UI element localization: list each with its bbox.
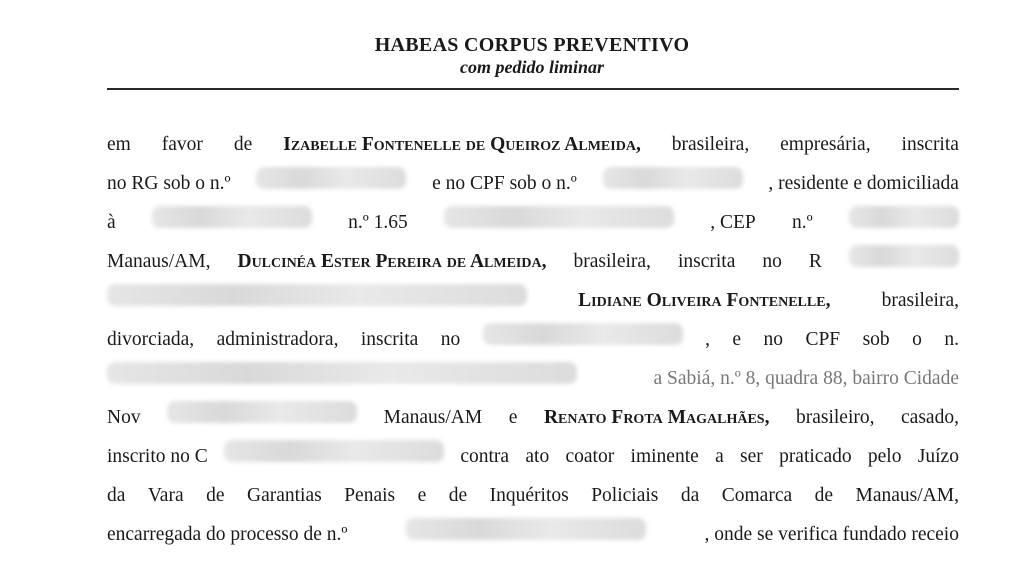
word: brasileiro, xyxy=(795,407,875,428)
text-line-1 xyxy=(107,127,959,166)
word: no xyxy=(763,329,784,350)
redacted-block xyxy=(107,284,527,306)
word: Manaus/AM, xyxy=(107,251,211,272)
word: Nov xyxy=(107,407,141,428)
word: empresária, xyxy=(780,134,871,155)
text-line-2 xyxy=(107,166,959,205)
text-fragment: no RG sob o n.º xyxy=(107,173,231,194)
word: de xyxy=(233,134,253,155)
redacted-block xyxy=(224,440,444,462)
word: e xyxy=(732,329,742,350)
word: da xyxy=(107,485,126,506)
word: Penais xyxy=(344,485,396,506)
word: e xyxy=(508,407,518,428)
text-line-3 xyxy=(107,205,959,244)
text-line-8 xyxy=(107,400,959,439)
text-fragment: , residente e domiciliada xyxy=(768,173,959,194)
text-fragment: encarregada do processo de n.º xyxy=(107,524,348,545)
word: R xyxy=(808,251,822,272)
text-fragment: n.º xyxy=(792,212,813,233)
word: Manaus/AM, xyxy=(855,485,959,506)
word: ser xyxy=(740,446,763,467)
redacted-block xyxy=(849,206,959,228)
word: favor xyxy=(161,134,203,155)
redacted-block xyxy=(107,362,577,384)
word: e xyxy=(417,485,427,506)
party-name-lidiane: Lidiane Oliveira Fontenelle, xyxy=(578,290,831,311)
word: de xyxy=(206,485,225,506)
word: administradora, xyxy=(216,329,339,350)
word: a xyxy=(715,446,724,467)
word: o xyxy=(912,329,922,350)
redacted-block xyxy=(167,401,357,423)
header-divider xyxy=(107,88,959,90)
word: CPF xyxy=(805,329,841,350)
word: ato xyxy=(525,446,550,467)
redacted-block xyxy=(849,245,959,267)
word: iminente xyxy=(630,446,699,467)
word: inscrita xyxy=(677,251,736,272)
word: à xyxy=(107,212,116,233)
word: da xyxy=(680,485,700,506)
party-name-dulcinea: Dulcinéa Ester Pereira de Almeida, xyxy=(237,251,547,272)
document-title: HABEAS CORPUS PREVENTIVO xyxy=(374,34,690,56)
text-line-5 xyxy=(107,283,959,322)
redacted-block xyxy=(406,518,646,540)
text-fragment: e no CPF sob o n.º xyxy=(432,173,577,194)
word: Inquéritos xyxy=(489,485,569,506)
text-fragment: , CEP xyxy=(710,212,756,233)
word: de xyxy=(814,485,834,506)
text-fragment: a Sabiá, n.º 8, quadra 88, bairro Cidade xyxy=(653,368,959,389)
redacted-block xyxy=(152,206,312,228)
word: brasileira, xyxy=(573,251,651,272)
word: inscrita xyxy=(360,329,419,350)
text-fragment: n.º 1.65 xyxy=(348,212,408,233)
word: Comarca xyxy=(721,485,793,506)
word: no xyxy=(440,329,461,350)
word: inscrita xyxy=(901,134,959,155)
word: coator xyxy=(565,446,615,467)
word: brasileira, xyxy=(881,290,959,311)
redacted-block xyxy=(444,206,674,228)
text-line-7 xyxy=(107,361,959,400)
document-subtitle: com pedido liminar xyxy=(460,57,604,77)
redacted-block xyxy=(603,167,743,189)
text-line-4 xyxy=(107,244,959,283)
text-line-9 xyxy=(107,439,959,478)
text-fragment: , onde se verifica fundado receio xyxy=(704,524,959,545)
party-name-renato: Renato Frota Magalhães, xyxy=(543,407,770,428)
redacted-block xyxy=(256,167,406,189)
word: praticado xyxy=(779,446,852,467)
word: sob xyxy=(862,329,890,350)
redacted-block xyxy=(483,323,683,345)
word: Juízo xyxy=(917,446,959,467)
text-fragment: inscrito no C xyxy=(107,446,208,467)
party-name-izabelle: Izabelle Fontenelle de Queiroz Almeida, xyxy=(283,134,641,155)
word: n. xyxy=(944,329,959,350)
word: contra xyxy=(460,446,510,467)
word: de xyxy=(448,485,468,506)
word: Manaus/AM xyxy=(383,407,483,428)
word: em xyxy=(107,134,131,155)
petition-body xyxy=(107,127,959,556)
word: Policiais xyxy=(591,485,659,506)
document-header xyxy=(0,34,1024,78)
word: divorciada, xyxy=(107,329,195,350)
text-line-11 xyxy=(107,517,959,556)
word: Vara xyxy=(147,485,184,506)
word: casado, xyxy=(901,407,959,428)
text-line-6 xyxy=(107,322,959,361)
word: brasileira, xyxy=(671,134,750,155)
word: pelo xyxy=(867,446,902,467)
word: Garantias xyxy=(247,485,322,506)
text-line-10 xyxy=(107,478,959,517)
word: no xyxy=(762,251,782,272)
word: , xyxy=(705,329,710,350)
